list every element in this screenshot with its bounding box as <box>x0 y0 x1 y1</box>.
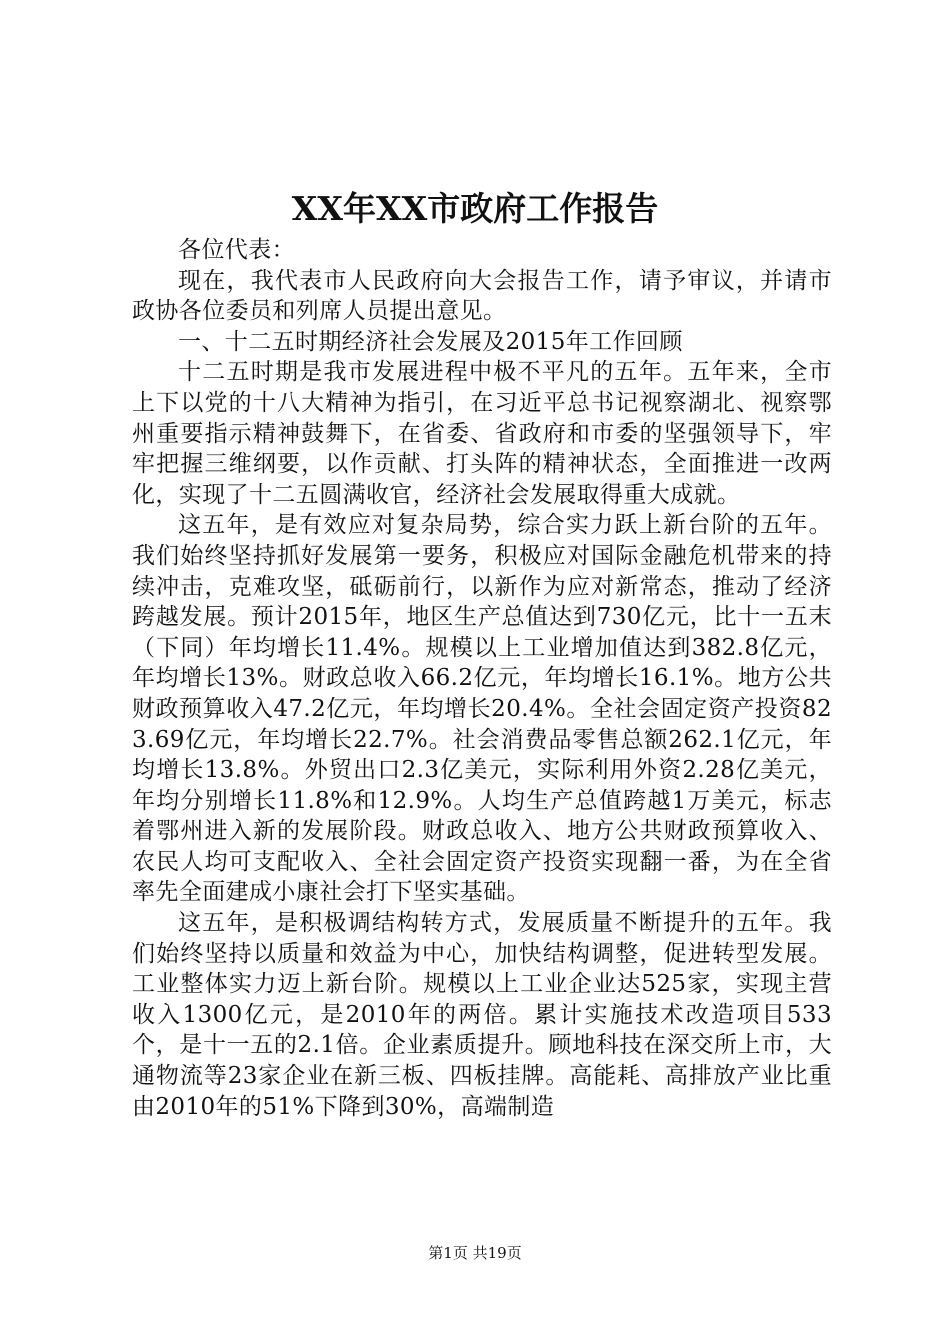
body-paragraph: 这五年，是有效应对复杂局势，综合实力跃上新台阶的五年。我们始终坚持抓好发展第一要务，积极应对国际金融危机带来的持续冲击，克难攻坚，砥砺前行，以新作为应对新常态，推动了经济跨越发展。预计2015年，地区生产总值达到730亿元，比十一五末（下同）年均增长11.4%。规模以上工业增加值达到382.8亿元，年均增长13%。财政总收入66.2亿元，年均增长16.1%。地方公共财政预算收入47.2亿元，年均增长20.4%。全社会固定资产投资823.69亿元，年均增长22.7%。社会消费品零售总额262.1亿元，年均增长13.8%。外贸出口2.3亿美元，实际利用外资2.28亿美元，年均分别增长11.8%和12.9%。人均生产总值跨越1万美元，标志着鄂州进入新的发展阶段。财政总收入、地方公共财政预算收入、农民人均可支配收入、全社会固定资产投资实现翻一番，为在全省率先全面建成小康社会打下坚实基础。 <box>132 512 832 906</box>
page-number-footer: 第1页 共19页 <box>428 1244 522 1262</box>
document-title: XX年XX市政府工作报告 <box>291 189 659 228</box>
opening-paragraph: 现在，我代表市人民政府向大会报告工作，请予审议，并请市政协各位委员和列席人员提出意见。 <box>132 267 832 325</box>
body-paragraph: 十二五时期是我市发展进程中极不平凡的五年。五年来，全市上下以党的十八大精神为指引，在习近平总书记视察湖北、视察鄂州重要指示精神鼓舞下，在省委、省政府和市委的坚强领导下，牢牢把握三维纲要，以作贡献、打头阵的精神状态，全面推进一改两化，实现了十二五圆满收官，经济社会发展取得重大成就。 <box>132 359 832 508</box>
salutation-paragraph: 各位代表： <box>178 237 295 263</box>
document-body <box>132 235 832 1122</box>
section-heading: 一、十二五时期经济社会发展及2015年工作回顾 <box>178 328 683 355</box>
body-paragraph: 这五年，是积极调结构转方式，发展质量不断提升的五年。我们始终坚持以质量和效益为中心，加快结构调整，促进转型发展。工业整体实力迈上新台阶。规模以上工业企业达525家，实现主营收入1300亿元，是2010年的两倍。累计实施技术改造项目533个，是十一五的2.1倍。企业素质提升。顾地科技在深交所上市，大通物流等23家企业在新三板、四板挂牌。高能耗、高排放产业比重由2010年的51%下降到30%，高端制造 <box>132 910 832 1120</box>
